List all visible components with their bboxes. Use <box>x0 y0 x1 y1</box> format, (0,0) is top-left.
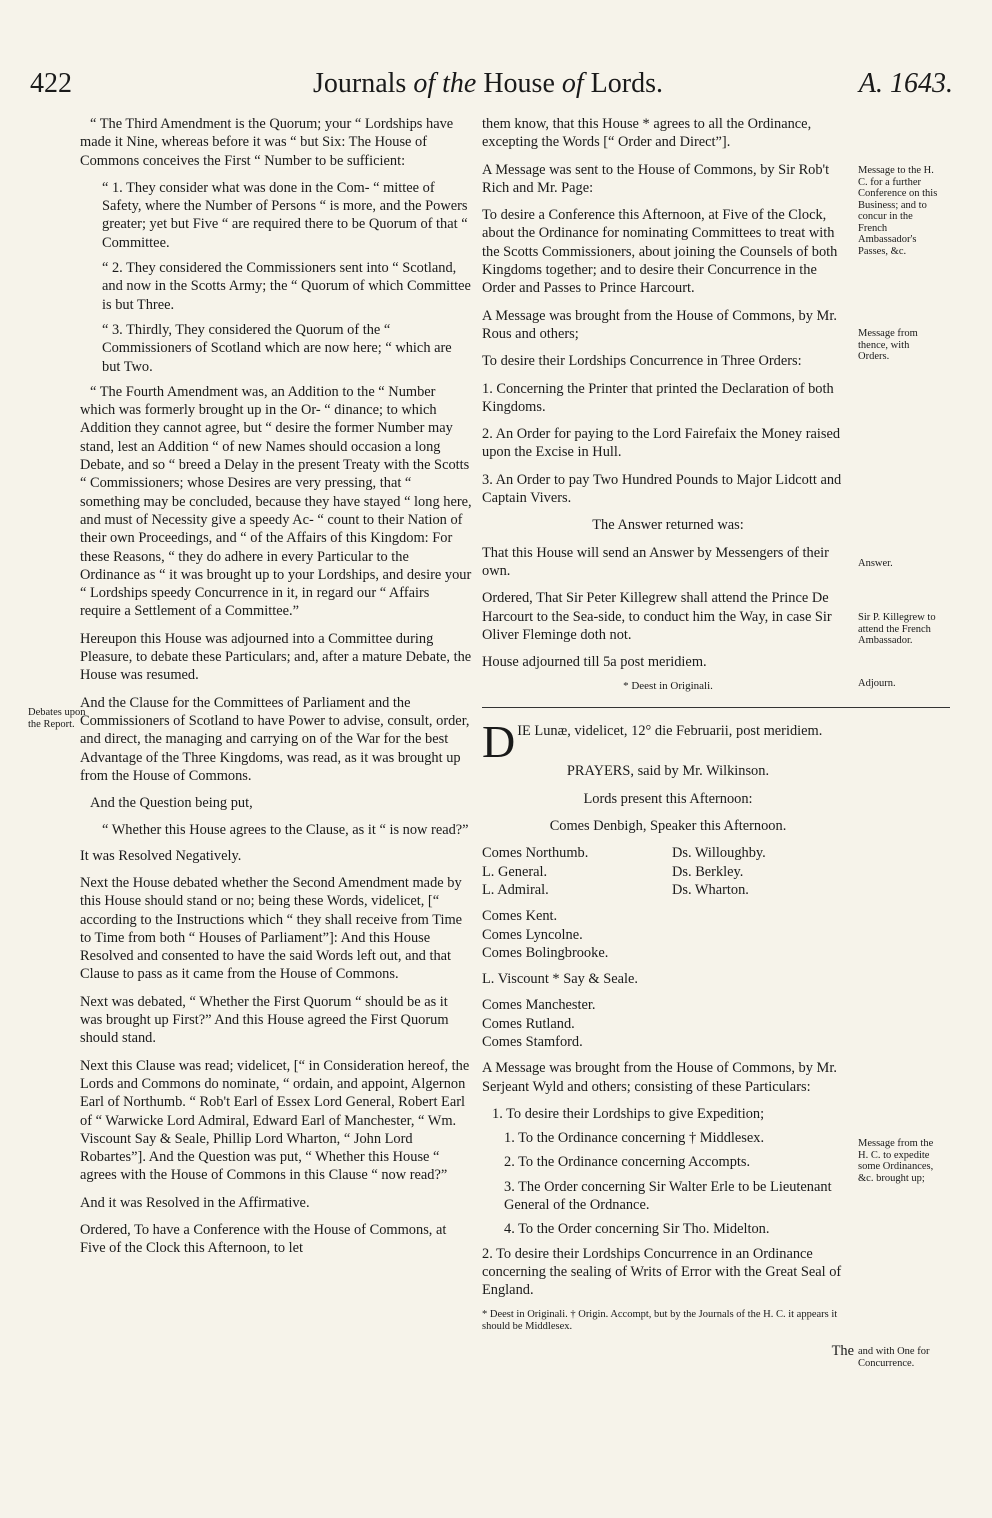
margin-note-message-from: Message from thence, with Orders. <box>858 328 918 362</box>
paragraph: “ The Third Amendment is the Quorum; your “ Lordships have made it Nine, whereas before it was “ but Six: The House of Commons conceives the First “ Number to be sufficient: <box>80 116 454 169</box>
paragraph: 1. To desire their Lordships to give Expedition; <box>492 1105 765 1122</box>
page-number: 422 <box>30 68 72 99</box>
paragraph: * Deest in Originali. <box>623 680 713 693</box>
lord-name: Comes Bolingbrooke. <box>482 944 609 961</box>
paragraph: A Message was brought from the House of Commons, by Mr. Rous and others; <box>482 307 837 342</box>
paragraph: them know, that this House * agrees to all the Ordinance, excepting the Words [“ Order and Direct”]. <box>482 116 812 151</box>
paragraph: “ 1. They consider what was done in the Com- “ mittee of Safety, where the Number of Persons “ is more, and the Powers greater; yet but Five “ are required there to be Quorum of that “ Committee. <box>102 179 468 251</box>
running-title <box>313 68 663 100</box>
right-column <box>482 115 854 1369</box>
prayers-line: PRAYERS, said by Mr. Wilkinson. <box>566 763 770 780</box>
paragraph: 2. To the Ordinance concerning Accompts. <box>504 1154 751 1171</box>
lord-name: Ds. Willoughby. <box>672 845 766 862</box>
lord-name <box>482 899 672 907</box>
lord-name <box>482 988 672 996</box>
lord-name: Ds. Berkley. <box>672 863 744 880</box>
lords-list-col1 <box>482 844 672 1051</box>
paragraph: 1. To the Ordinance concerning † Middlesex. <box>504 1130 765 1147</box>
lord-name: Ds. Wharton. <box>672 881 749 898</box>
paragraph: Next this Clause was read; videlicet, [“ in Consideration hereof, the Lords and Commons do nominate, “ ordain, and appoint, Algernon Earl of Northumb. “ Rob't Earl of Essex Lord General, Robert Earl of “ Warwicke Lord Admiral, Edward Earl of Manchester, “ Wm. Viscount Say & Seale, Phillip Lord Wharton, “ John Lord Robartes”]. And the Question was put, “ Whether this House “ agrees with the House of Commons in this Clause “ now read?” <box>80 1057 470 1184</box>
section-divider <box>482 707 950 708</box>
page-header <box>28 68 953 108</box>
paragraph: Next the House debated whether the Second Amendment made by this House should stand or no; being these Words, videlicet, [“ according to the Instructions which “ they shall receive from Time to Time from both “ Houses of Parliament”]: And this House Resolved and consented to have the said Words left out, and that Clause to pass as it came from the House of Commons. <box>80 874 463 983</box>
paragraph: A Message was sent to the House of Commons, by Sir Rob't Rich and Mr. Page: <box>482 161 830 196</box>
paragraph: That this House will send an Answer by Messengers of their own. <box>482 544 829 579</box>
lord-name: L. General. <box>482 863 548 880</box>
lord-name <box>482 962 672 970</box>
paragraph: “ Whether this House agrees to the Clause, as it “ is now read?” <box>102 822 469 839</box>
title-word: of the <box>413 68 477 99</box>
drop-cap: D <box>482 716 516 768</box>
title-word: Journals <box>313 68 407 99</box>
paragraph: To desire a Conference this Afternoon, at Five of the Clock, about the Ordinance for nominating Committees to treat with the Scotts Commissioners, about joining the Counsels of both Kingdoms together; and to desire their Concurrence in the Order and Passes to Prince Harcourt. <box>482 207 838 297</box>
lords-present-heading: Lords present this Afternoon: <box>583 790 753 807</box>
paragraph: “ 2. They considered the Commissioners sent into “ Scotland, and now in the Scotts Army; the “ Quorum of which Committee is but Three. <box>102 260 471 313</box>
paragraph: 1. Concerning the Printer that printed the Declaration of both Kingdoms. <box>482 380 834 415</box>
lord-name: Comes Northumb. <box>482 845 589 862</box>
margin-note-debates: Debates upon the Report. <box>28 707 86 730</box>
speaker-line: Comes Denbigh, Speaker this Afternoon. <box>549 818 787 835</box>
paragraph: 4. To the Order concerning Sir Tho. Midelton. <box>504 1221 770 1238</box>
lord-name: L. Admiral. <box>482 881 549 898</box>
lord-name: Comes Lyncolne. <box>482 926 583 943</box>
page-year: A. 1643. <box>858 68 953 99</box>
paragraph: 3. An Order to pay Two Hundred Pounds to Major Lidcott and Captain Vivers. <box>482 471 842 507</box>
paragraph: And the Question being put, <box>90 795 253 812</box>
paragraph: 3. The Order concerning Sir Walter Erle to be Lieutenant General of the Ordnance. <box>504 1178 832 1214</box>
margin-note-message-to: Message to the H. C. for a further Conference on this Business; and to concur in the French Ambassador's Passes, &c. <box>858 165 938 257</box>
lord-name: Comes Manchester. <box>482 997 596 1014</box>
paragraph: It was Resolved Negatively. <box>80 847 242 864</box>
paragraph: “ 3. Thirdly, They considered the Quorum of the “ Commissioners of Scotland which are now here; “ which are but Two. <box>102 321 452 375</box>
paragraph: 2. An Order for paying to the Lord Fairefaix the Money raised upon the Excise in Hull. <box>482 426 841 461</box>
margin-note-killegrew: Sir P. Killegrew to attend the French Ambassador. <box>858 612 936 646</box>
left-column <box>80 115 472 1267</box>
paragraph: A Message was brought from the House of Commons, by Mr. Serjeant Wyld and others; consisting of these Particulars: <box>482 1060 837 1095</box>
paragraph: Ordered, That Sir Peter Killegrew shall attend the Prince De Harcourt to the Sea-side, to conduct him the Way, in case Sir Oliver Fleminge doth not. <box>482 590 832 643</box>
margin-note-concurrence: and with One for Concurrence. <box>858 1346 930 1369</box>
right-top-section <box>482 115 854 693</box>
paragraph: Next was debated, “ Whether the First Quorum “ should be as it was brought up First?” And this House agreed the First Quorum should stand. <box>80 993 449 1047</box>
lord-name: Comes Rutland. <box>482 1015 575 1032</box>
lords-list <box>482 844 854 1051</box>
paragraph: To desire their Lordships Concurrence in Three Orders: <box>482 353 802 370</box>
paragraph: House adjourned till 5a post meridiem. <box>482 654 707 671</box>
paragraph: 2. To desire their Lordships Concurrence in an Ordinance concerning the sealing of Writs of Error with the Great Seal of England. <box>482 1245 842 1299</box>
paragraph: And it was Resolved in the Affirmative. <box>80 1194 310 1211</box>
sitting-heading <box>482 716 854 768</box>
lord-name: L. Viscount * Say & Seale. <box>482 971 638 988</box>
title-word: of <box>561 68 584 99</box>
lords-list-col2 <box>672 844 766 1051</box>
catchword: The <box>831 1342 854 1359</box>
lord-name: Comes Stamford. <box>482 1033 583 1050</box>
paragraph: The Answer returned was: <box>592 517 744 534</box>
lord-name: Comes Kent. <box>482 908 558 925</box>
right-bottom-section <box>482 1059 854 1299</box>
title-word: Lords. <box>590 68 663 99</box>
paragraph: Hereupon this House was adjourned into a Committee during Pleasure, to debate these Particulars; and, after a mature Debate, the House was resumed. <box>80 630 472 684</box>
title-word: House <box>483 68 555 99</box>
paragraph: Ordered, To have a Conference with the House of Commons, at Five of the Clock this Afternoon, to let <box>80 1222 447 1257</box>
sitting-date: IE Lunæ, videlicet, 12° die Februarii, post meridiem. <box>517 723 823 740</box>
paragraph: And the Clause for the Committees of Parliament and the Commissioners of Scotland to have Power to advise, consult, order, and direct, the managing and carrying on of the War for the best Advantage of the Three Kingdoms, was read, as it was brought up from the House of Commons. <box>80 694 470 784</box>
paragraph: “ The Fourth Amendment was, an Addition to the “ Number which was formerly brought up in the Or- “ dinance; to which Addition they cannot agree, but “ desire the former Number may stand, lest an Addition “ of new Names should occasion a long Debate, and so “ breed a Delay in the present Treaty with the Scotts “ Commissioners; whose Desires are very pressing, that “ something may be concluded, because they have stayed “ long here, and must of Necessity give a speedy Ac- “ count to their Nation of their own Proceedings, and “ of the Affairs of this Kingdom: For these Reasons, “ they do adhere in every Particular to the Ordinance as “ it was brought up to your Lordships, and desire your “ Lordships speedy Concurrence in it, in regard our “ Affairs require a Settlement of a Committee.” <box>80 383 472 620</box>
footnote: * Deest in Originali. † Origin. Accompt, but by the Journals of the H. C. it appears it should be Middlesex. <box>482 1308 838 1332</box>
margin-note-answer: Answer. <box>858 558 893 569</box>
margin-note-adjourn: Adjourn. <box>858 678 896 689</box>
margin-note-expedite: Message from the H. C. to expedite some Ordinances, &c. brought up; <box>858 1138 934 1184</box>
